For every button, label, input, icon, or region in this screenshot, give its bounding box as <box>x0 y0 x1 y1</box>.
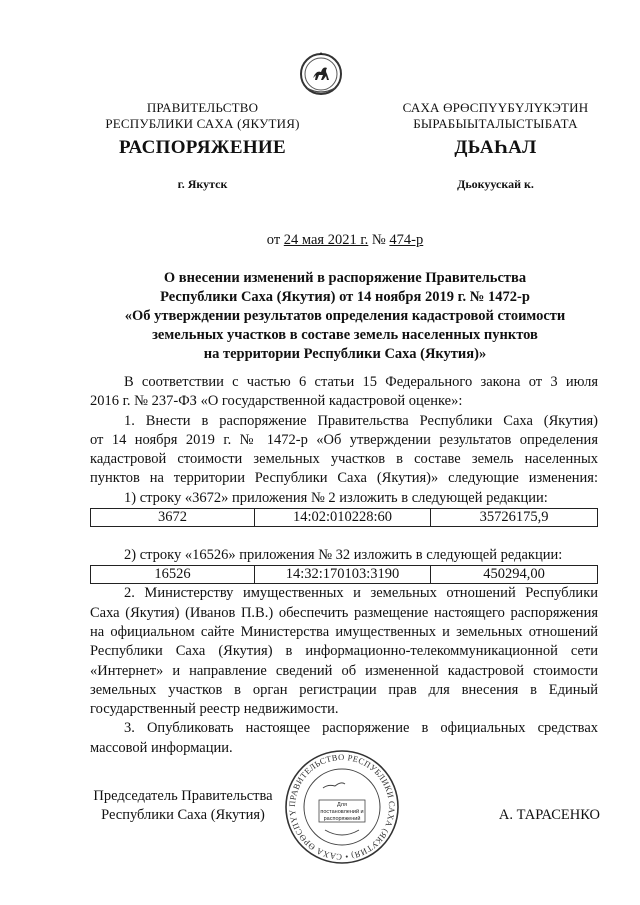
date-number-line <box>90 232 600 249</box>
item1-line: 1. Внести в распоряжение Правительства Республики Саха (Якутия) <box>124 412 598 429</box>
item1-line: пунктов на территории Республики Саха (Якутия)» следующие изменения: <box>90 470 598 487</box>
document-date: 24 мая 2021 г. <box>283 232 369 248</box>
table-row <box>91 566 598 584</box>
item2-line: Саха (Якутия) (Иванов П.В.) обеспечить размещение настоящего распоряжения <box>90 604 598 621</box>
item2-line: Республики Саха (Якутия) в информационно-телекоммуникационной сети <box>90 643 598 660</box>
document-body <box>90 373 598 758</box>
title-line: Республики Саха (Якутия) от 14 ноября 2019 г. № 1472-р <box>160 289 530 305</box>
sub-item-1: 1) строку «3672» приложения № 2 изложить в следующей редакции: <box>124 489 548 506</box>
document-number: 474-р <box>389 232 424 248</box>
amendment-table-2 <box>90 565 598 584</box>
doc-type-ru: РАСПОРЯЖЕНИЕ <box>119 137 286 158</box>
title-line: О внесении изменений в распоряжение Правительства <box>163 270 527 286</box>
header-left-block <box>95 100 310 132</box>
title-line: «Об утверждении результатов определения кадастровой стоимости <box>124 308 566 324</box>
document-title <box>90 269 600 364</box>
item1-line: кадастровой стоимости земельных участков в составе земель населенных <box>90 451 598 468</box>
header-right-line1: САХА ӨРӨСПҮҮБҮЛҮКЭТИН <box>402 100 589 115</box>
city-ru: г. Якутск <box>177 177 228 191</box>
amendment-table-1 <box>90 508 598 527</box>
table-cell-cadastral-number: 14:02:010228:60 <box>255 509 431 527</box>
title-line: земельных участков в составе земель населенных пунктов <box>152 327 538 343</box>
preamble-line: В соответствии с частью 6 статьи 15 Федерального закона от 3 июля <box>124 374 598 390</box>
table-row <box>91 509 598 527</box>
stamp-inner-line: постановлений и <box>320 809 364 815</box>
item3-line: 3. Опубликовать настоящее распоряжение в официальных средствах <box>124 720 598 737</box>
table-cell-cadastral-value: 450294,00 <box>431 566 598 584</box>
header-right-block <box>388 100 603 132</box>
stamp-inner-line: распоряжений <box>323 816 361 822</box>
doc-type-sakha: ДЬАҺАЛ <box>454 137 537 158</box>
table-cell-cadastral-number: 14:32:170103:3190 <box>255 566 431 584</box>
item2-line: земельных участков в орган регистрации прав для внесения в Единый <box>90 681 598 698</box>
signatory-name: А. ТАРАСЕНКО <box>498 807 600 823</box>
stamp-ring-text: ПРАВИТЕЛЬСТВО РЕСПУБЛИКИ САХА (ЯКУТИЯ) • САХА ӨРӨСПҮҮ <box>286 751 398 863</box>
item2-line: государственный реестр недвижимости. <box>90 701 339 718</box>
date-prefix: от <box>266 232 284 248</box>
table-cell-line-number: 3672 <box>91 509 255 527</box>
title-line: на территории Республики Саха (Якутия)» <box>203 346 487 362</box>
item2-line: 2. Министерству имущественных и земельных отношений Республики <box>124 585 598 602</box>
header-left-line2: РЕСПУБЛИКИ САХА (ЯКУТИЯ) <box>105 116 300 131</box>
item3-line: массовой информации. <box>90 739 233 756</box>
position-line: Председатель Правительства <box>93 788 273 804</box>
header-left-line1: ПРАВИТЕЛЬСТВО <box>146 100 259 115</box>
item1-line: от 14 ноября 2019 г. № 1472-р «Об утверждении результатов определения <box>90 431 598 448</box>
header-right-line2: БЫРАБЫЫТАЛЫСТЫБАТА <box>413 116 578 131</box>
sub-item-2: 2) строку «16526» приложения № 32 изложить в следующей редакции: <box>124 547 563 564</box>
item2-line: на официальном сайте Министерства имущественных и земельных отношений <box>90 623 598 640</box>
table-cell-cadastral-value: 35726175,9 <box>431 509 598 527</box>
signatory-position <box>88 787 278 825</box>
stamp-inner-line: Для <box>337 802 347 808</box>
coat-of-arms-emblem <box>299 48 343 100</box>
city-sakha: Дьокуускай к. <box>457 177 534 191</box>
table-cell-line-number: 16526 <box>91 566 255 584</box>
item2-line: «Интернет» и направление сведений об измененной кадастровой стоимости <box>90 662 598 679</box>
position-line: Республики Саха (Якутия) <box>101 807 265 823</box>
official-stamp <box>283 748 401 866</box>
preamble-line: 2016 г. № 237-ФЗ «О государственной кадастровой оценке»: <box>90 393 463 410</box>
number-sign: № <box>368 232 390 248</box>
